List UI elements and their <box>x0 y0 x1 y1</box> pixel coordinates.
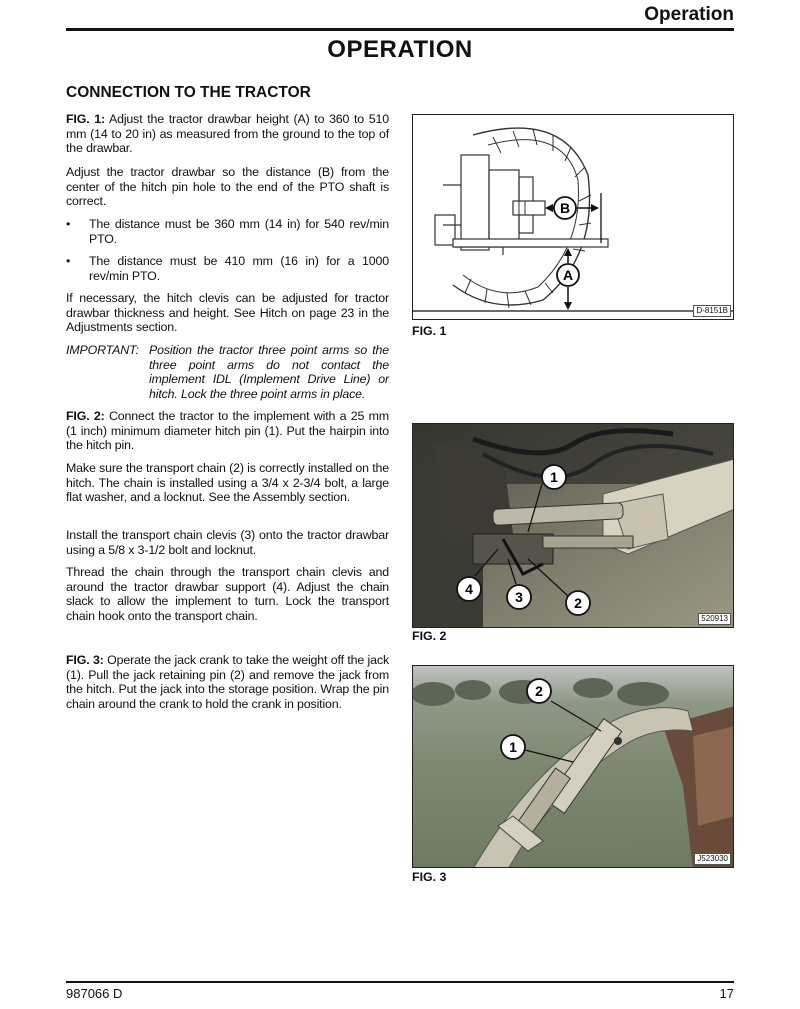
fig2-photo <box>413 424 734 628</box>
fig3-caption: FIG. 3 <box>412 870 447 884</box>
fig3-image <box>412 665 734 868</box>
page-title: OPERATION <box>327 36 473 63</box>
fig2-paragraph <box>66 409 389 453</box>
fig2-code: 520913 <box>698 613 731 625</box>
bullet-marker: • <box>66 254 71 268</box>
chain-thread-paragraph: Thread the chain through the transport chain clevis and around the tractor drawbar support (4). Adjust the chain slack to allow the implement to turn. Lock the transport chain hook onto the transport chain. <box>66 565 389 623</box>
important-text: Position the tractor three point arms so the three point arms do not contact the implement IDL (Implement Drive Line) or hitch. Lock the three point arms in place. <box>149 343 389 401</box>
fig2-image <box>412 423 734 628</box>
fig3-text: Operate the jack crank to take the weight off the jack (1). Pull the jack retaining pin (2) and remove the jack from the hitch. Put the jack into the storage position. Wrap the pin chain around the crank to hold the crank in position. <box>66 653 389 711</box>
fig3-callout-2: 2 <box>535 683 543 699</box>
fig2-text: Connect the tractor to the implement with a 25 mm (1 inch) minimum diameter hitch pin (1). Put the hairpin into the hitch pin. <box>66 409 389 453</box>
chain-clevis-paragraph: Install the transport chain clevis (3) onto the tractor drawbar using a 5/8 x 3-1/2 bolt and locknut. <box>66 528 389 557</box>
fig1-callout-b: B <box>559 200 571 216</box>
fig1-lead: FIG. 1: <box>66 112 105 126</box>
fig2-callout-2: 2 <box>574 595 582 611</box>
hitch-adjust-paragraph: If necessary, the hitch clevis can be adjusted for tractor drawbar thickness and height. See Hitch on page 23 in the Adjustments section. <box>66 291 389 335</box>
fig1-paragraph <box>66 112 389 156</box>
important-note <box>66 343 389 403</box>
fig3-photo <box>413 666 734 868</box>
bullet-1000 <box>66 254 389 284</box>
page-number: 17 <box>719 986 734 1001</box>
fig2-callout-1: 1 <box>550 469 558 485</box>
bullet-540 <box>66 217 389 247</box>
fig1-text: Adjust the tractor drawbar height (A) to 360 to 510 mm (14 to 20 in) as measured from the ground to the top of the drawbar. <box>66 112 389 156</box>
fig1-callout-a: A <box>562 267 574 283</box>
fig1-drawing <box>413 115 734 320</box>
bullet-marker: • <box>66 217 71 231</box>
header-rule <box>66 28 734 31</box>
fig2-caption: FIG. 2 <box>412 629 447 643</box>
fig1-code: D-8151B <box>693 305 731 317</box>
fig3-code: J523030 <box>694 853 731 865</box>
fig3-callout-1: 1 <box>509 739 517 755</box>
fig3-lead: FIG. 3: <box>66 653 104 667</box>
bullet-text: The distance must be 410 mm (16 in) for a 1000 rev/min PTO. <box>89 254 389 283</box>
running-header: Operation <box>644 4 734 25</box>
fig2-callout-3: 3 <box>515 589 523 605</box>
document-number: 987066 D <box>66 986 123 1001</box>
fig1-caption: FIG. 1 <box>412 324 447 338</box>
fig2-callout-4: 4 <box>465 581 473 597</box>
fig1-image <box>412 114 734 320</box>
section-heading: CONNECTION TO THE TRACTOR <box>66 84 311 101</box>
drawbar-distance-paragraph: Adjust the tractor drawbar so the distance (B) from the center of the hitch pin hole to the end of the PTO shaft is correct. <box>66 165 389 209</box>
fig3-paragraph <box>66 653 389 711</box>
footer-rule <box>66 981 734 983</box>
bullet-text: The distance must be 360 mm (14 in) for 540 rev/min PTO. <box>89 217 389 246</box>
transport-chain-paragraph: Make sure the transport chain (2) is correctly installed on the hitch. The chain is installed using a 3/4 x 2-3/4 bolt, a large flat washer, and a locknut. See the Assembly section. <box>66 461 389 505</box>
important-label: IMPORTANT: <box>66 343 139 357</box>
fig2-lead: FIG. 2: <box>66 409 105 423</box>
